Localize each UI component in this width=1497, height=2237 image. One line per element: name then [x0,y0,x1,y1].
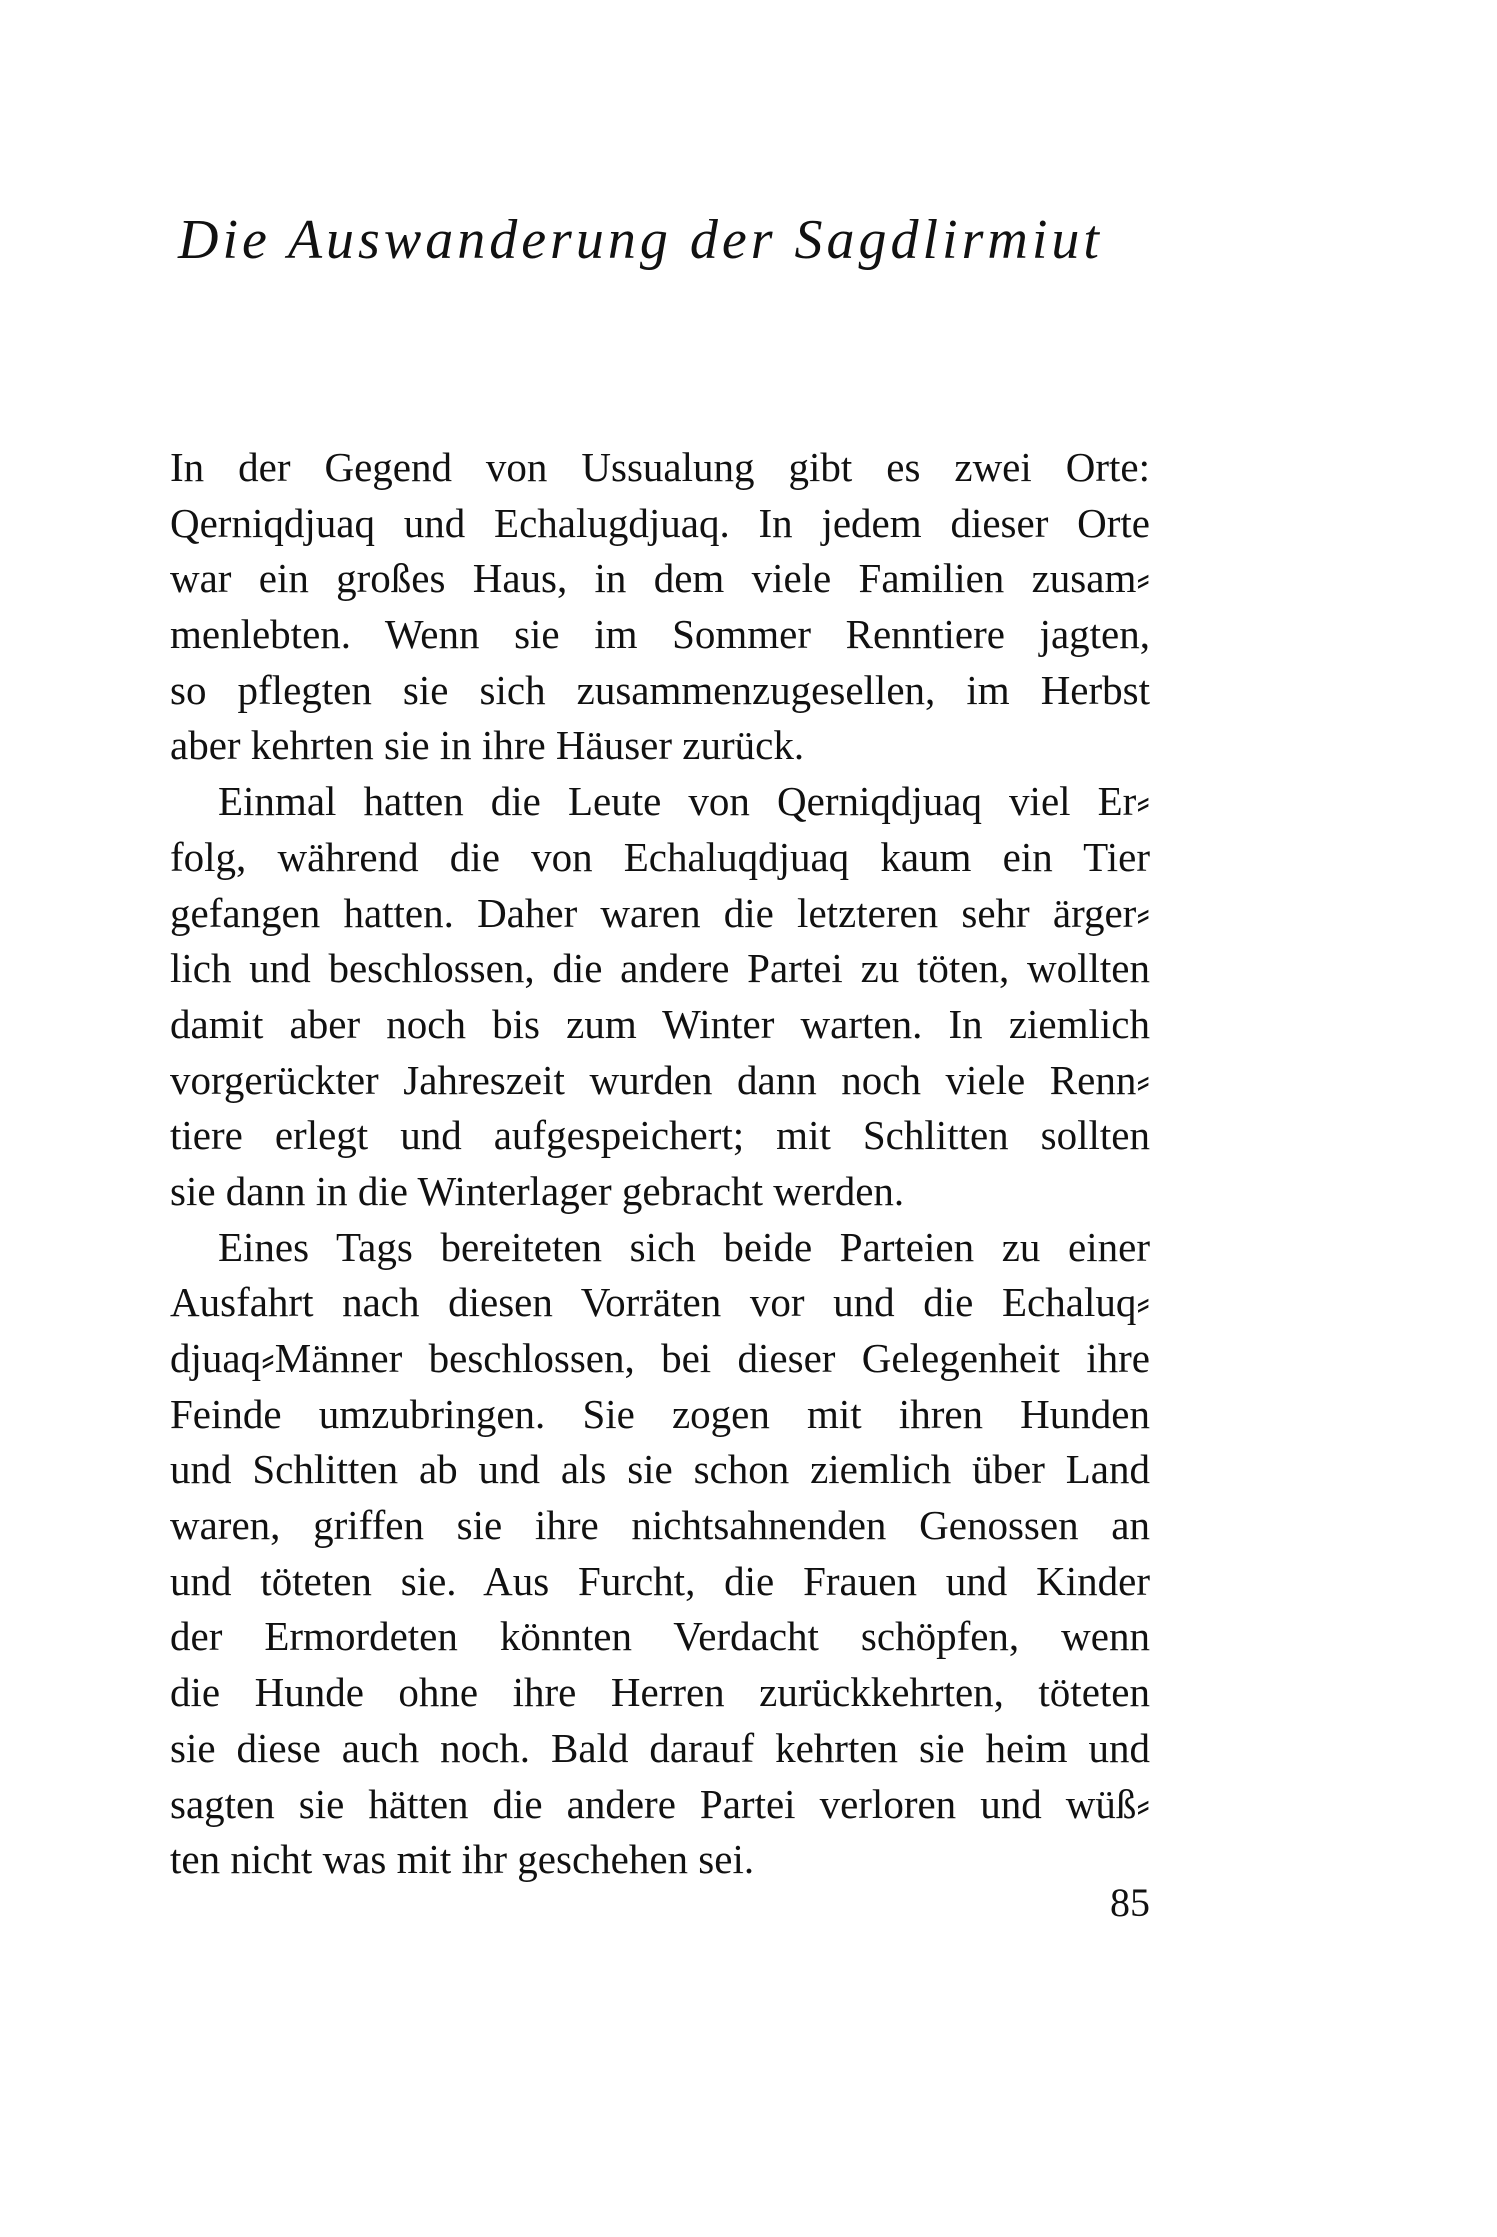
text-line: Feinde umzubringen. Sie zogen mit ihren Hunden [170,1390,1150,1437]
text-line: die Hunde ohne ihre Herren zurückkehrten, töteten [170,1669,1150,1716]
paragraph-1 [170,440,1150,774]
chapter-title: Die Auswanderung der Sagdlirmiut [178,209,1103,271]
page-number: 85 [1110,1880,1150,1925]
text-line: In der Gegend von Ussualung gibt es zwei Orte: [170,444,1150,490]
text-line: sagten sie hätten die andere Partei verloren und wüß⸗ [170,1780,1150,1827]
text-line: waren, griffen sie ihre nichtsahnenden Genossen an [170,1502,1150,1549]
text-line: ten nicht was mit ihr geschehen sei. [170,1836,755,1883]
text-line: damit aber noch bis zum Winter warten. In ziemlich [170,1000,1150,1047]
text-line: der Ermordeten könnten Verdacht schöpfen, wenn [170,1613,1150,1660]
text-line: aber kehrten sie in ihre Häuser zurück. [170,722,805,769]
text-line: lich und beschlossen, die andere Partei zu töten, wollten [170,945,1150,992]
text-line: Eines Tags bereiteten sich beide Parteien zu einer [218,1223,1150,1270]
text-line: sie dann in die Winterlager gebracht werden. [170,1167,905,1214]
text-line: vorgerückter Jahreszeit wurden dann noch viele Renn⸗ [170,1056,1150,1103]
text-line: und töteten sie. Aus Furcht, die Frauen und Kinder [170,1557,1150,1604]
text-line: war ein großes Haus, in dem viele Familien zusam⸗ [170,555,1150,602]
body-text [170,440,1150,1888]
text-line: folg, während die von Echaluqdjuaq kaum ein Tier [170,833,1150,880]
text-line: gefangen hatten. Daher waren die letzteren sehr ärger⸗ [170,889,1150,936]
text-line: djuaq⸗Männer beschlossen, bei dieser Gelegenheit ihre [170,1335,1150,1381]
text-line: Qerniqdjuaq und Echalugdjuaq. In jedem dieser Orte [170,499,1150,546]
text-line: Ausfahrt nach diesen Vorräten vor und die Echaluq⸗ [170,1279,1150,1326]
text-line: tiere erlegt und aufgespeichert; mit Schlitten sollten [170,1112,1150,1159]
text-line: und Schlitten ab und als sie schon ziemlich über Land [170,1446,1150,1493]
text-line: Einmal hatten die Leute von Qerniqdjuaq viel Er⸗ [218,778,1150,825]
text-line: so pflegten sie sich zusammenzugesellen, im Herbst [170,666,1150,713]
paragraph-3 [170,1220,1150,1888]
text-line: menlebten. Wenn sie im Sommer Renntiere jagten, [170,611,1150,658]
text-line: sie diese auch noch. Bald darauf kehrten sie heim und [170,1724,1150,1771]
paragraph-2 [170,774,1150,1220]
